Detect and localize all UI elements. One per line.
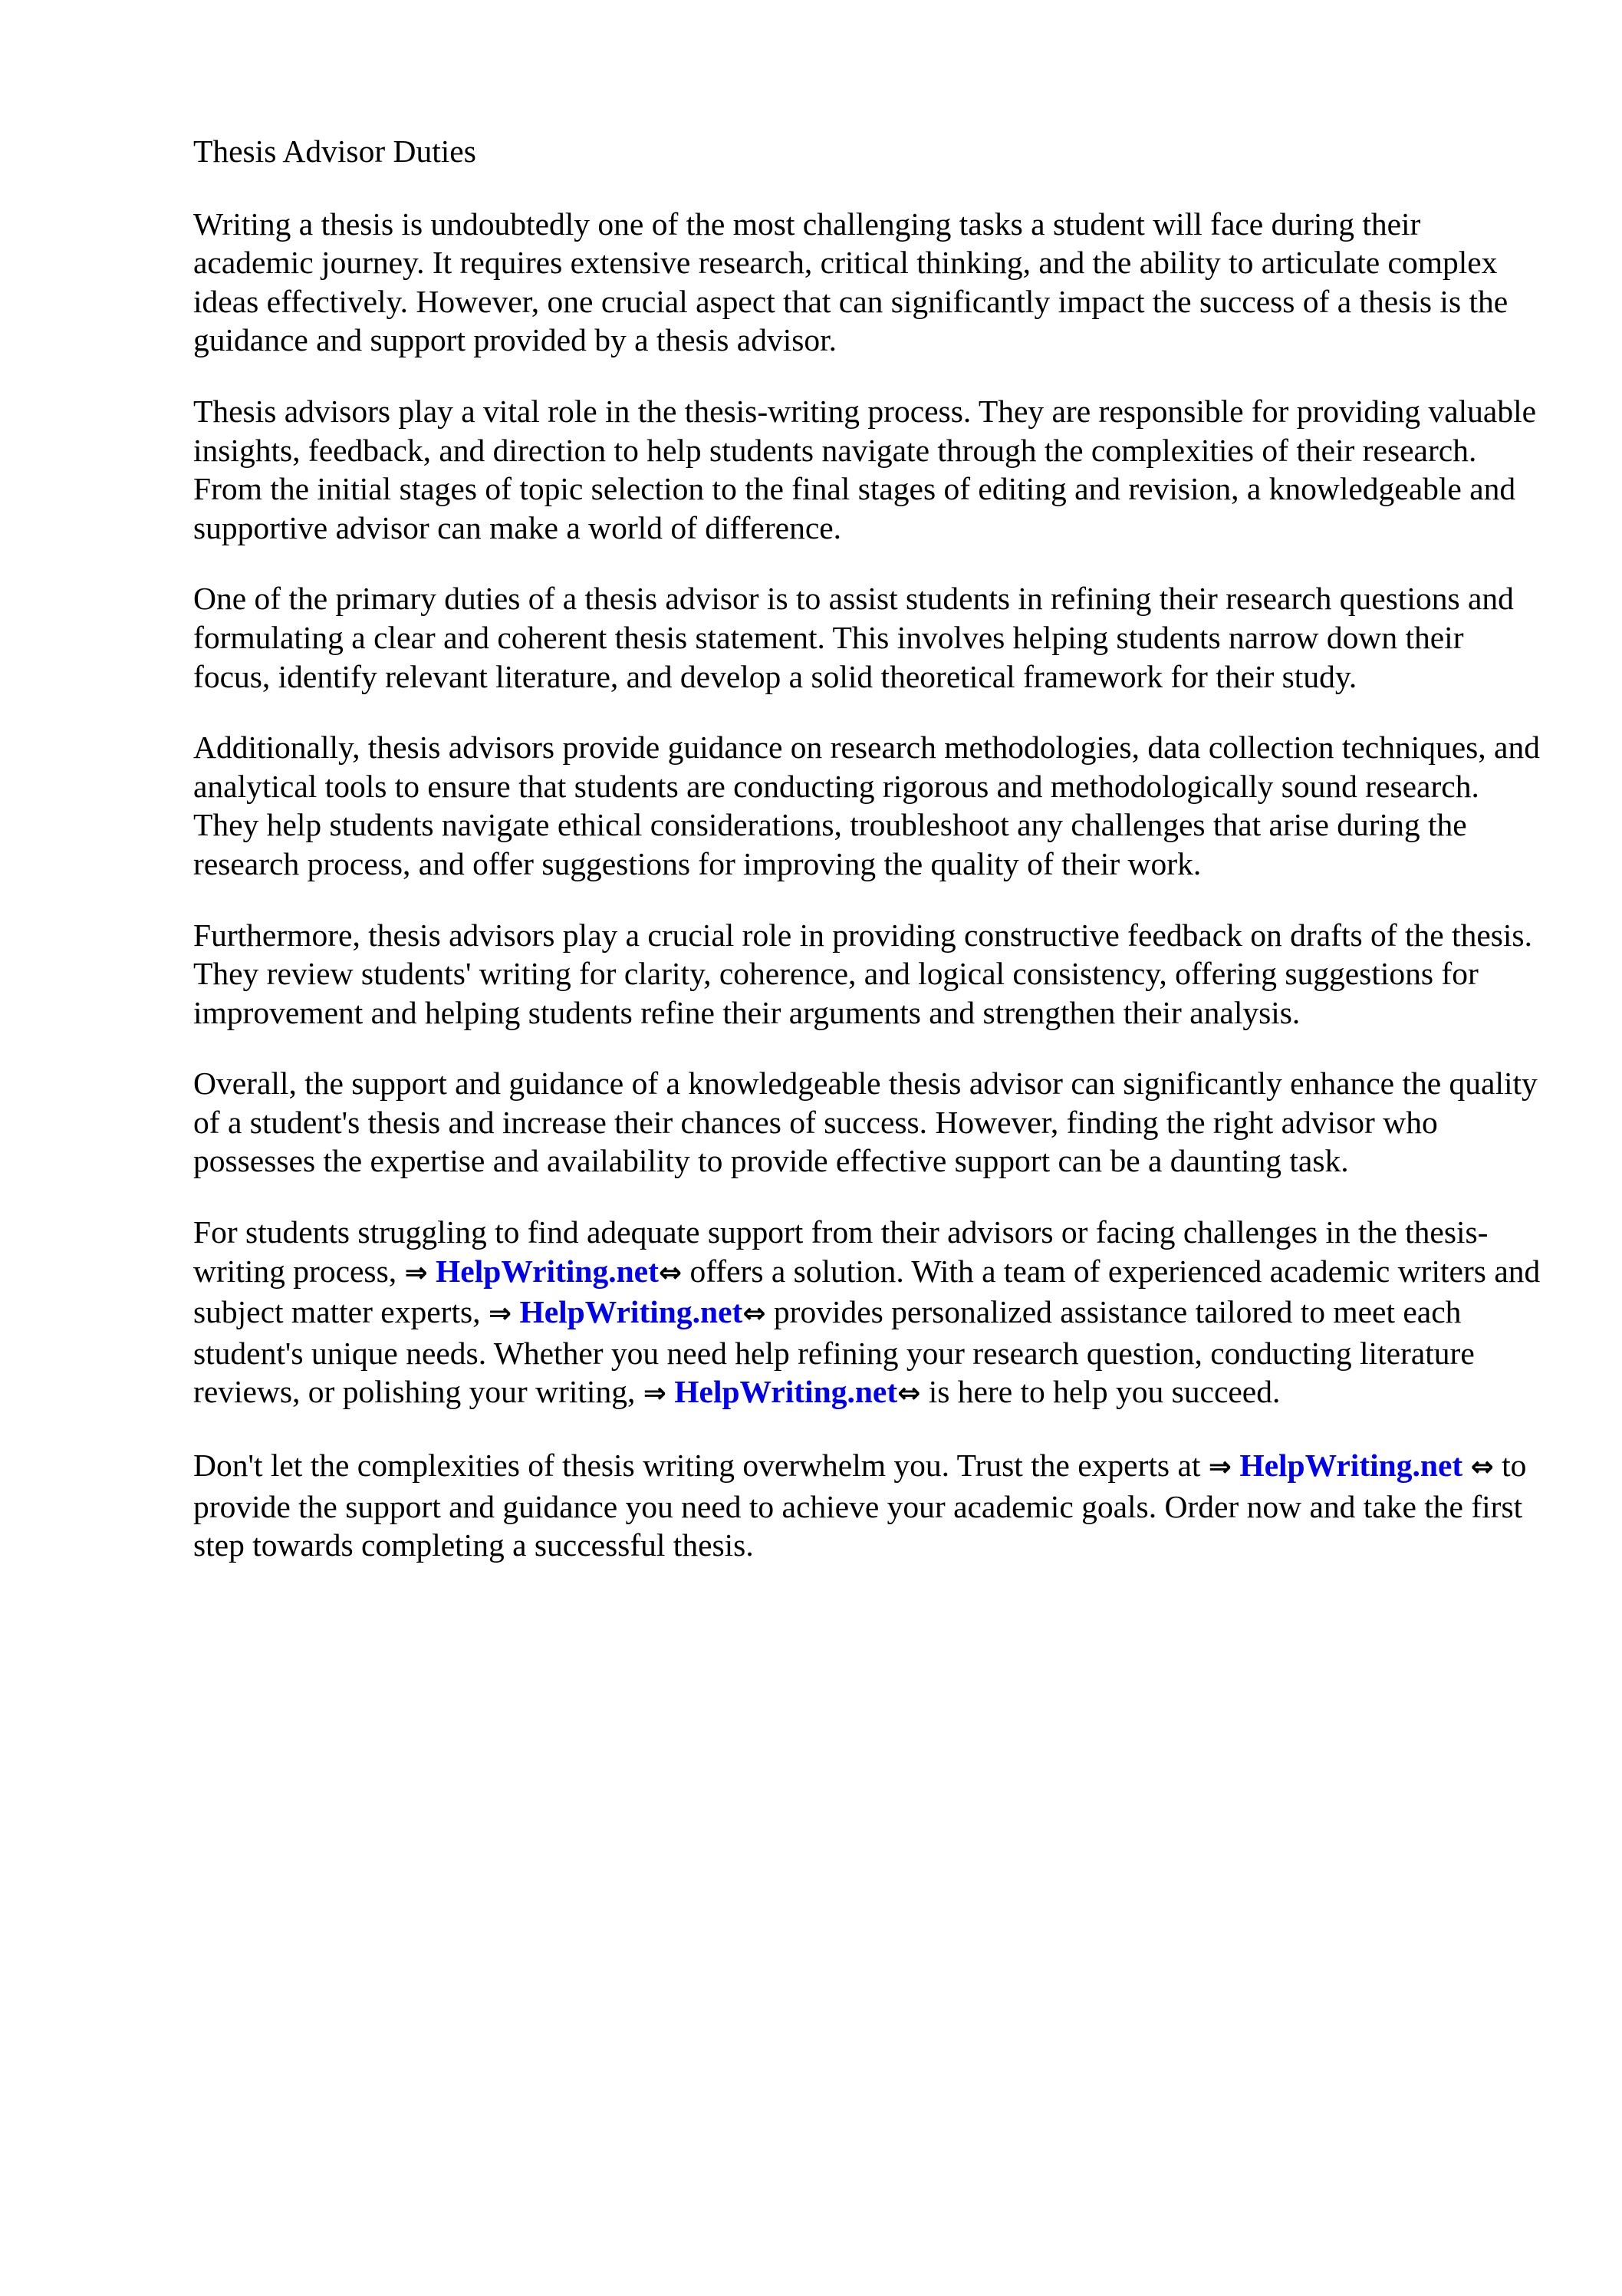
promo-text: is here to help you succeed. xyxy=(920,1374,1281,1410)
helpwriting-link[interactable]: HelpWriting.net xyxy=(674,1374,898,1410)
arrow-right-icon: ⇒ xyxy=(643,1378,666,1410)
paragraph-overall: Overall, the support and guidance of a knowledgeable thesis advisor can significantly enhance the quality of a student's thesis and increase their chances of success. However, finding the right advisor who possesses the expertise and availability to provide effective support can be a daunting task. xyxy=(193,1066,1538,1179)
arrow-right-icon: ⇒ xyxy=(404,1257,428,1289)
arrow-right-icon: ⇒ xyxy=(488,1298,512,1330)
double-arrow-icon: ⇔ xyxy=(742,1298,766,1330)
document-title: Thesis Advisor Duties xyxy=(193,133,476,169)
promo-text: offers a solution. With a team of experienced academic writers and subject matter experts, xyxy=(193,1253,1541,1330)
closing-text: Don't let the complexities of thesis writing overwhelm you. Trust the experts at xyxy=(193,1448,1209,1484)
paragraph-closing xyxy=(193,1446,1545,1565)
paragraph-role: Thesis advisors play a vital role in the thesis-writing process. They are responsible for providing valuable insights, feedback, and direction to help students navigate through the complexities of their research. From the initial stages of topic selection to the final stages of editing and revision, a knowledgeable and supportive advisor can make a world of difference. xyxy=(193,393,1537,545)
double-arrow-icon: ⇔ xyxy=(897,1378,921,1410)
closing-text: to provide the support and guidance you need to achieve your academic goals. Order now and take the first step towards completing a successful thesis. xyxy=(193,1448,1527,1563)
helpwriting-link[interactable]: HelpWriting.net xyxy=(436,1253,659,1289)
document-page xyxy=(193,132,1545,1597)
helpwriting-link[interactable]: HelpWriting.net xyxy=(519,1294,743,1330)
paragraph-intro: Writing a thesis is undoubtedly one of the most challenging tasks a student will face during their academic journey. It requires extensive research, critical thinking, and the ability to articulate complex ideas effectively. However, one crucial aspect that can significantly impact the success of a thesis is the guidance and support provided by a thesis advisor. xyxy=(193,206,1508,358)
double-arrow-icon: ⇔ xyxy=(658,1257,683,1289)
helpwriting-link[interactable]: HelpWriting.net xyxy=(1239,1448,1463,1484)
paragraph-methodology: Additionally, thesis advisors provide guidance on research methodologies, data collection techniques, and analytical tools to ensure that students are conducting rigorous and methodologically sound research. They help students navigate ethical considerations, troubleshoot any challenges that arise during the research process, and offer suggestions for improving the quality of their work. xyxy=(193,730,1540,881)
promo-text: For students struggling to find adequate support from their advisors or facing challenges in the thesis-writing process, xyxy=(193,1214,1489,1289)
paragraph-promo xyxy=(193,1213,1545,1414)
paragraph-primary-duties: One of the primary duties of a thesis advisor is to assist students in refining their research questions and formulating a clear and coherent thesis statement. This involves helping students narrow down their focus, identify relevant literature, and develop a solid theoretical framework for their study. xyxy=(193,581,1514,694)
double-arrow-icon: ⇔ xyxy=(1470,1451,1494,1484)
paragraph-feedback: Furthermore, thesis advisors play a crucial role in providing constructive feedback on drafts of the thesis. They review students' writing for clarity, coherence, and logical consistency, offering suggestions for improvement and helping students refine their arguments and strengthen their analysis. xyxy=(193,917,1532,1030)
arrow-right-icon: ⇒ xyxy=(1208,1451,1232,1484)
promo-text: provides personalized assistance tailored to meet each student's unique needs. Whether you need help refining your research question, conducting literature reviews, or polishing your writing, xyxy=(193,1294,1475,1410)
